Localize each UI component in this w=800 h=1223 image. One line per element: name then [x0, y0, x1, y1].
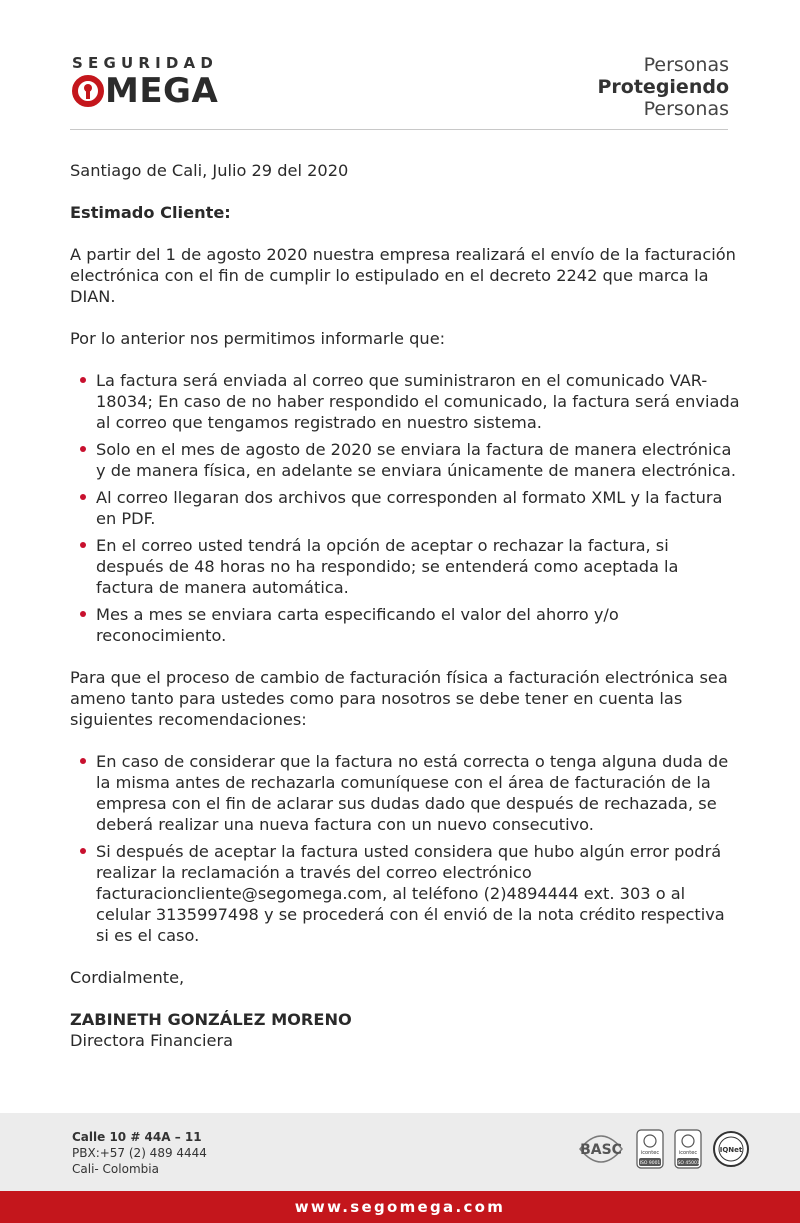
tagline-line-2: Protegiendo: [597, 76, 729, 98]
list-item: [70, 535, 740, 598]
list-item: [70, 604, 740, 646]
footer-city: Cali- Colombia: [72, 1162, 159, 1176]
svg-text:icontec: icontec: [640, 1150, 660, 1156]
list-item: [70, 487, 740, 529]
header-divider: [70, 129, 728, 130]
list-item: [70, 370, 740, 433]
list-item-text: Mes a mes se enviara carta especificando el valor del ahorro y/o reconocimiento.: [96, 605, 619, 645]
list-item-text: En el correo usted tendrá la opción de aceptar o rechazar la factura, si después de 48 horas no ha respondido; se entenderá como aceptada la factura de manera automática.: [96, 536, 679, 597]
logo-o-icon: [72, 75, 104, 107]
tagline-line-3: Personas: [643, 98, 729, 120]
footer: [0, 1113, 800, 1191]
footer-phone: PBX:+57 (2) 489 4444: [72, 1146, 207, 1160]
basc-seal-icon: [576, 1127, 626, 1171]
footer-url-bar: [0, 1191, 800, 1223]
letter-closing: Cordialmente,: [70, 968, 185, 987]
letter-intro: A partir del 1 de agosto 2020 nuestra empresa realizará el envío de la facturación electrónica con el fin de cumplir lo estipulado en el decreto 2242 que marca la DIAN.: [70, 245, 736, 306]
list-item-text: Solo en el mes de agosto de 2020 se enviara la factura de manera electrónica y de manera física, en adelante se enviara únicamente de manera electrónica.: [96, 440, 736, 480]
list-item: [70, 751, 740, 835]
bullet-icon: [80, 377, 86, 383]
list-item-text: La factura será enviada al correo que suministraron en el comunicado VAR-18034; En caso de no haber respondido el comunicado, la factura será enviada al correo que tengamos registrado en nuestro sistema.: [96, 371, 740, 432]
bullet-icon: [80, 542, 86, 548]
letter-lead-1: Por lo anterior nos permitimos informarle que:: [70, 329, 446, 348]
svg-text:ISO 45001: ISO 45001: [676, 1161, 700, 1166]
bullet-list-2: [70, 751, 740, 946]
iqnet-seal-icon: [712, 1130, 750, 1168]
svg-text:BASC: BASC: [580, 1142, 622, 1158]
letter-body: [70, 160, 740, 1051]
certification-logos: [576, 1127, 750, 1171]
list-item: [70, 439, 740, 481]
logo-word: MEGA: [105, 71, 219, 111]
signer-title: Directora Financiera: [70, 1031, 234, 1050]
bullet-list-1: [70, 370, 740, 646]
bullet-icon: [80, 494, 86, 500]
tagline: [598, 54, 730, 120]
website-link[interactable]: www.segomega.com: [294, 1198, 506, 1216]
letter-lead-2: Para que el proceso de cambio de facturación física a facturación electrónica sea ameno tanto para ustedes como para nosotros se debe tener en cuenta las siguientes recomendaciones:: [70, 668, 728, 729]
footer-address-block: [72, 1129, 207, 1177]
list-item: [70, 841, 740, 946]
logo-top-text: SEGURIDAD: [72, 54, 218, 72]
list-item-text: En caso de considerar que la factura no está correcta o tenga alguna duda de la misma antes de rechazarla comuníquese con el área de facturación de la empresa con el fin de aclarar sus dudas dado que después de rechazada, se deberá realizar una nueva factura con un nuevo consecutivo.: [96, 752, 729, 834]
icontec-iso45001-icon: [674, 1129, 702, 1169]
svg-text:icontec: icontec: [678, 1150, 698, 1156]
list-item-text: Si después de aceptar la factura usted considera que hubo algún error podrá realizar la reclamación a través del correo electrónico facturacioncliente@segomega.com, al teléfono (2)4894444 ext. 303 o al celular 3135997498 y se procederá con él envió de la nota crédito respectiva si es el caso.: [96, 842, 725, 945]
icontec-iso9001-icon: [636, 1129, 664, 1169]
bullet-icon: [80, 446, 86, 452]
bullet-icon: [80, 611, 86, 617]
company-logo: [72, 54, 272, 114]
letter-date: Santiago de Cali, Julio 29 del 2020: [70, 161, 349, 180]
bullet-icon: [80, 848, 86, 854]
bullet-icon: [80, 758, 86, 764]
signer-name: ZABINETH GONZÁLEZ MORENO: [70, 1010, 352, 1029]
tagline-line-1: Personas: [643, 54, 729, 76]
svg-text:ISO 9001: ISO 9001: [639, 1161, 661, 1166]
svg-text:IQNet: IQNet: [719, 1146, 743, 1154]
list-item-text: Al correo llegaran dos archivos que corresponden al formato XML y la factura en PDF.: [96, 488, 723, 528]
footer-address: Calle 10 # 44A – 11: [72, 1130, 202, 1144]
letter-greeting: Estimado Cliente:: [70, 203, 231, 222]
